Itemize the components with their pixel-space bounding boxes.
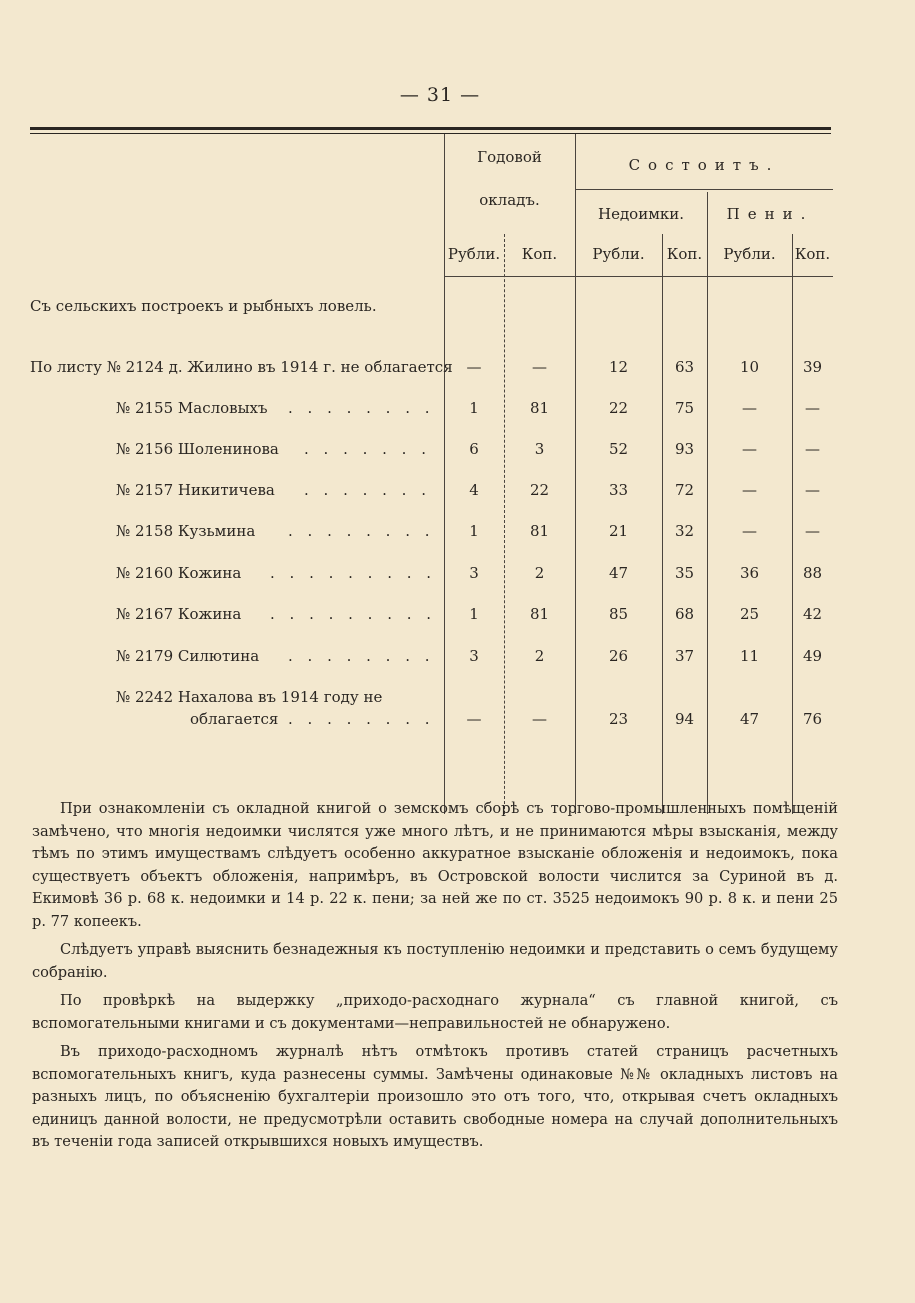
annual-kop: 22: [529, 481, 550, 499]
penalty-kop: —: [805, 481, 820, 499]
arrears-kop: 68: [674, 605, 695, 623]
arrears-kop: 94: [674, 710, 695, 728]
kop-header: Коп.: [521, 245, 558, 263]
table-row: [30, 688, 833, 738]
annual-header-2: окладъ.: [479, 191, 540, 209]
penalty-rub: —: [742, 481, 757, 499]
paragraph: По провѣркѣ на выдержку „приходо-расходнаго журнала“ съ главной книгой, съ вспомогательными книгами и съ документами—неправильностей не обнаружено.: [32, 992, 838, 1032]
arrears-kop: 75: [674, 399, 695, 417]
annual-rub: —: [466, 710, 482, 728]
penalty-rub: 11: [739, 647, 760, 665]
row-label: № 2155 Масловыхъ: [116, 399, 268, 417]
arrears-rub: 26: [608, 647, 629, 665]
arrears-rub: 22: [608, 399, 629, 417]
row-label: По листу № 2124 д. Жилино въ 1914 г. не облагается: [30, 358, 453, 376]
penalty-kop: 49: [802, 647, 823, 665]
annual-rub: 1: [469, 522, 479, 540]
arrears-kop: 37: [674, 647, 695, 665]
kop-header: Коп.: [666, 245, 703, 263]
kop-header: Коп.: [794, 245, 831, 263]
arrears-rub: 85: [608, 605, 629, 623]
penalties-header: Пени.: [726, 205, 814, 223]
annual-rub: 6: [469, 440, 479, 458]
leader-dots: . . . . . . . .: [288, 522, 435, 540]
section-title: Съ сельскихъ построекъ и рыбныхъ ловель.: [30, 297, 377, 315]
row-label: № 2160 Кожина: [116, 564, 242, 582]
paragraph: При ознакомленіи съ окладной книгой о земскомъ сборѣ съ торгово-промышленныхъ помѣщеній замѣчено, что многія недоимки числятся уже много лѣтъ, и не принимаются мѣры взысканія, между тѣмъ по этимъ имуществамъ слѣдуетъ особенно аккуратное взысканіе обложенія и недоимокъ, пока существуетъ объектъ обложенія, напримѣръ, въ Островской волости числится за Суриной въ д. Екимовѣ 36 р. 68 к. недоимки и 14 р. 22 к. пени; за ней же по ст. 3525 недоимокъ 90 р. 8 к. и пени 25 р. 77 копеекъ.: [32, 800, 838, 930]
row-label-continued: облагается: [190, 710, 279, 728]
penalty-kop: 76: [802, 710, 823, 728]
arrears-kop: 35: [674, 564, 695, 582]
arrears-rub: 21: [608, 522, 629, 540]
annual-kop: 3: [534, 440, 545, 458]
annual-kop: —: [532, 358, 547, 376]
arrears-rub: 52: [608, 440, 629, 458]
arrears-kop: 93: [674, 440, 695, 458]
penalty-kop: —: [805, 399, 820, 417]
header-rule: [444, 276, 833, 277]
penalty-rub: —: [742, 440, 757, 458]
annual-kop: 81: [529, 399, 550, 417]
annual-kop: 81: [529, 522, 550, 540]
paragraph: Въ приходо-расходномъ журналѣ нѣтъ отмѣтокъ противъ статей страницъ расчетныхъ вспомогательныхъ книгъ, куда разнесены суммы. Замѣчены одинаковые №№ окладныхъ листовъ на разныхъ лицъ, по объясненію бухгалтеріи произошло это отъ того, что, открывая счетъ окладныхъ единицъ данной волости, не предусмотрѣли оставить свободные номера на случай дополнительныхъ въ теченіи года записей открывшихся новыхъ имуществъ.: [32, 1043, 838, 1150]
table-row: [30, 440, 833, 462]
annual-kop: 2: [534, 647, 545, 665]
annual-rub: 3: [469, 564, 479, 582]
body-text: [32, 798, 838, 1160]
leader-dots: . . . . . . . .: [288, 399, 435, 417]
penalty-rub: —: [742, 522, 757, 540]
annual-rub: 3: [469, 647, 479, 665]
row-label: № 2167 Кожина: [116, 605, 242, 623]
arrears-header: Недоимки.: [597, 205, 685, 223]
table-row: [30, 605, 833, 627]
row-label: № 2158 Кузьмина: [116, 522, 256, 540]
annual-rub: 4: [469, 481, 479, 499]
top-rule: [30, 127, 831, 130]
penalty-kop: —: [805, 440, 820, 458]
annual-rub: 1: [469, 399, 479, 417]
arrears-rub: 23: [608, 710, 629, 728]
leader-dots: . . . . . . . . .: [270, 564, 437, 582]
table-row: [30, 522, 833, 544]
annual-rub: 1: [469, 605, 479, 623]
leader-dots: . . . . . . . .: [288, 710, 435, 728]
page-number: — 31 —: [399, 84, 481, 106]
leader-dots: . . . . . . . .: [288, 647, 435, 665]
penalty-rub: 47: [739, 710, 760, 728]
penalty-kop: 39: [802, 358, 823, 376]
rub-header: Рубли.: [723, 245, 776, 263]
annual-kop: 2: [534, 564, 545, 582]
penalty-rub: 10: [739, 358, 760, 376]
penalty-rub: 25: [739, 605, 760, 623]
row-label: № 2156 Шоленинова: [116, 440, 279, 458]
table-row: [30, 399, 833, 421]
arrears-rub: 33: [608, 481, 629, 499]
penalty-kop: 42: [802, 605, 823, 623]
row-label: № 2179 Силютина: [116, 647, 260, 665]
penalty-rub: 36: [739, 564, 760, 582]
penalty-rub: —: [742, 399, 757, 417]
arrears-rub: 47: [608, 564, 629, 582]
penalty-kop: 88: [802, 564, 823, 582]
arrears-kop: 32: [674, 522, 695, 540]
rub-header: Рубли.: [592, 245, 645, 263]
table-row: [30, 564, 833, 586]
ledger-table: [30, 134, 833, 814]
table-row: [30, 647, 833, 669]
leader-dots: . . . . . . .: [304, 440, 431, 458]
arrears-kop: 72: [674, 481, 695, 499]
leader-dots: . . . . . . .: [304, 481, 431, 499]
arrears-rub: 12: [608, 358, 629, 376]
annual-kop: 81: [529, 605, 550, 623]
rub-header: Рубли.: [447, 245, 501, 263]
table-row: [30, 481, 833, 503]
table-row: [30, 358, 833, 380]
header-rule: [575, 189, 833, 190]
annual-rub: —: [466, 358, 482, 376]
consists-header: Состоитъ.: [628, 156, 780, 174]
row-label: № 2157 Никитичева: [116, 481, 275, 499]
annual-header: Годовой: [477, 148, 542, 166]
penalty-kop: —: [805, 522, 820, 540]
leader-dots: . . . . . . . . .: [270, 605, 437, 623]
annual-kop: —: [532, 710, 547, 728]
paragraph: Слѣдуетъ управѣ выяснить безнадежныя къ поступленію недоимки и представить о семъ будущему собранію.: [32, 941, 838, 981]
row-label: № 2242 Нахалова въ 1914 году не: [116, 688, 383, 706]
arrears-kop: 63: [674, 358, 695, 376]
